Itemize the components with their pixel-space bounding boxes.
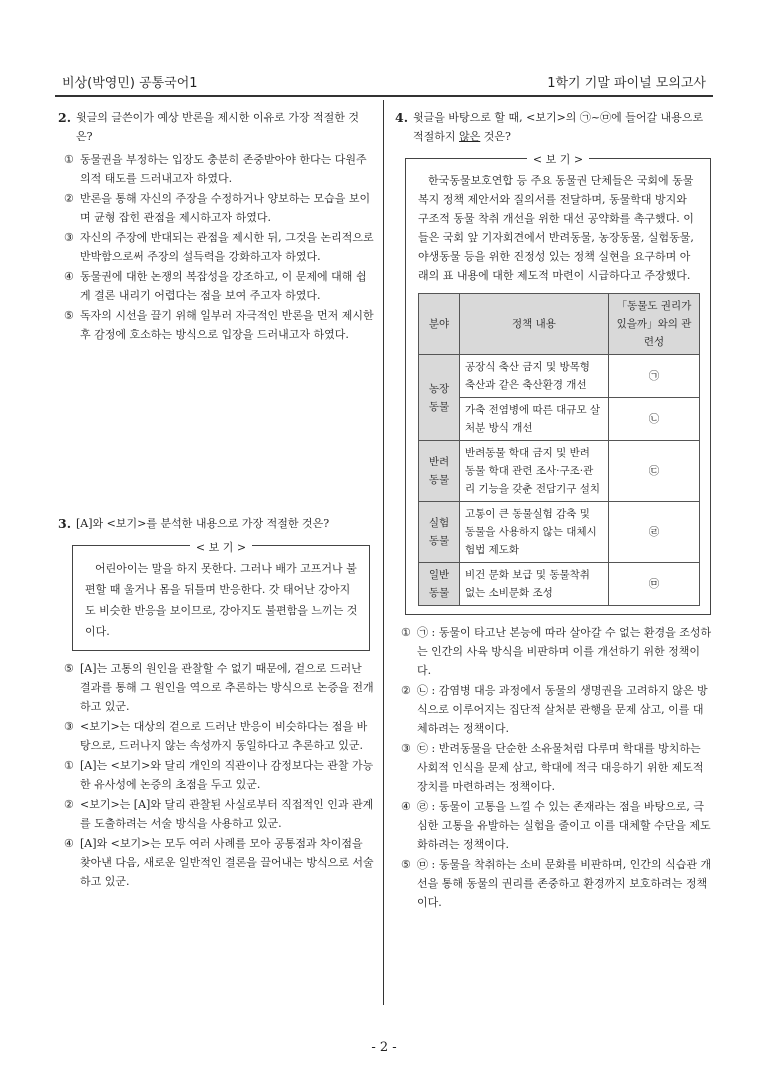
table-row: [419, 355, 700, 398]
option-text: ㉢ : 반려동물을 단순한 소유물처럼 다루며 학대를 방치하는 사회적 인식을 문제 삼고, 학대에 적극 대응하기 위한 제도적 장치를 마련하려는 정책이다.: [417, 742, 704, 793]
option-item[interactable]: [58, 150, 374, 188]
option-item[interactable]: [58, 717, 374, 755]
left-column: [58, 108, 374, 892]
table-area-cell: 농장 동물: [419, 355, 460, 441]
option-item[interactable]: [395, 797, 713, 854]
question-3-stem: [58, 514, 374, 533]
header-exam-title: 1학기 기말 파이널 모의고사: [547, 76, 706, 91]
question-4-text-underlined: 않은: [459, 130, 481, 143]
question-4-number: 4.: [395, 110, 409, 125]
table-mark-cell: ㉡: [609, 398, 700, 441]
option-mark: ①: [401, 626, 411, 639]
option-text: [A]는 고통의 원인을 관찰할 수 없기 때문에, 겉으로 드러난 결과를 통해 그 원인을 역으로 추론하는 방식으로 논증을 전개하고 있군.: [80, 662, 374, 713]
option-item[interactable]: [58, 659, 374, 716]
table-content-cell: 반려동물 학대 금지 및 반려 동물 학대 관련 조사·구조·관리 기능을 갖춘 전담기구 설치: [460, 441, 609, 502]
bogi-title: < 보 기 >: [190, 541, 252, 554]
option-text: 동물권을 부정하는 입장도 충분히 존중받아야 한다는 다원주의적 태도를 드러내고자 하였다.: [80, 153, 367, 185]
option-mark: ③: [64, 231, 74, 244]
option-text: 반론을 통해 자신의 주장을 수정하거나 양보하는 모습을 보이며 균형 잡힌 관점을 제시하고자 하였다.: [80, 192, 371, 224]
table-mark-cell: ㉠: [609, 355, 700, 398]
table-content-cell: 가축 전염병에 따른 대규모 살처분 방식 개선: [460, 398, 609, 441]
option-text: 자신의 주장에 반대되는 관점을 제시한 뒤, 그것을 논리적으로 반박함으로써 주장의 설득력을 강화하고자 하였다.: [80, 231, 374, 263]
option-item[interactable]: [395, 855, 713, 912]
question-3-number: 3.: [58, 516, 72, 531]
option-text: [A]는 <보기>와 달리 개인의 직관이나 감정보다는 관찰 가능한 유사성에 논증의 초점을 두고 있군.: [80, 759, 374, 791]
option-mark: ①: [64, 153, 74, 166]
header-subject: 비상(박영민) 공통국어1: [62, 76, 198, 91]
question-3-options: [58, 659, 374, 891]
option-mark: ③: [64, 720, 74, 733]
option-text: ㉤ : 동물을 착취하는 소비 문화를 비판하며, 인간의 식습관 개선을 통해 동물의 권리를 존중하고 환경까지 보호하려는 정책이다.: [417, 858, 712, 909]
question-3-text: [A]와 <보기>를 분석한 내용으로 가장 적절한 것은?: [76, 517, 330, 530]
table-area-cell: 일반 동물: [419, 563, 460, 606]
table-content-cell: 공장식 축산 금지 및 방목형 축산과 같은 축산환경 개선: [460, 355, 609, 398]
option-item[interactable]: [58, 189, 374, 227]
page-number: - 2 -: [371, 1040, 397, 1055]
option-item[interactable]: [58, 795, 374, 833]
table-row: [419, 441, 700, 502]
question-3: [58, 514, 374, 891]
table-content-cell: 비건 문화 보급 및 동물착취 없는 소비문화 조성: [460, 563, 609, 606]
option-item[interactable]: [395, 623, 713, 680]
question-2-stem: [58, 108, 374, 146]
option-mark: ②: [64, 798, 74, 811]
table-mark-cell: ㉤: [609, 563, 700, 606]
bogi-title: < 보 기 >: [527, 153, 589, 166]
question-4-stem: [395, 108, 713, 146]
option-item[interactable]: [395, 681, 713, 738]
option-text: ㉣ : 동물이 고통을 느낄 수 있는 존재라는 점을 바탕으로, 극심한 고통을 유발하는 실험을 줄이고 이를 대체할 수단을 제도화하려는 정책이다.: [417, 800, 711, 851]
option-item[interactable]: [58, 756, 374, 794]
option-mark: ①: [64, 759, 74, 772]
option-text: <보기>는 [A]와 달리 관찰된 사실로부터 직접적인 인과 관계를 도출하려는 서술 방식을 사용하고 있군.: [80, 798, 374, 830]
table-area-cell: 반려 동물: [419, 441, 460, 502]
option-mark: ②: [401, 684, 411, 697]
column-divider: [383, 100, 384, 1005]
option-text: 독자의 시선을 끌기 위해 일부러 자극적인 반론을 먼저 제시한 후 감정에 호소하는 방식으로 입장을 드러내고자 하였다.: [80, 309, 374, 341]
question-2: [58, 108, 374, 344]
question-4-text-b: 것은?: [480, 130, 511, 143]
option-mark: ③: [401, 742, 411, 755]
option-text: ㉡ : 감염병 대응 과정에서 동물의 생명권을 고려하지 않은 방식으로 이루어지는 집단적 살처분 관행을 문제 삼고, 이를 대체하려는 정책이다.: [417, 684, 708, 735]
option-mark: ④: [401, 800, 411, 813]
question-2-options: [58, 150, 374, 344]
table-header: 「동물도 권리가 있을까」와의 관련성: [609, 294, 700, 355]
option-mark: ④: [64, 837, 74, 850]
table-row: [419, 563, 700, 606]
question-4-text-a: 윗글을 바탕으로 할 때, <보기>의 ㉠~㉤에 들어갈 내용으로 적절하지: [413, 111, 704, 143]
question-2-text: 윗글의 글쓴이가 예상 반론을 제시한 이유로 가장 적절한 것은?: [76, 111, 359, 143]
table-header: 분야: [419, 294, 460, 355]
option-text: ㉠ : 동물이 타고난 본능에 따라 살아갈 수 없는 환경을 조성하는 인간의 사육 방식을 비판하며 이를 개선하기 위한 정책이다.: [417, 626, 712, 677]
option-item[interactable]: [395, 739, 713, 796]
table-header: 정책 내용: [460, 294, 609, 355]
table-mark-cell: ㉢: [609, 441, 700, 502]
option-item[interactable]: [58, 228, 374, 266]
table-mark-cell: ㉣: [609, 502, 700, 563]
option-item[interactable]: [58, 306, 374, 344]
question-4-options: [395, 623, 713, 912]
header-rule: [55, 95, 713, 97]
table-content-cell: 고통이 큰 동물실험 감축 및 동물을 사용하지 않는 대체시험법 제도화: [460, 502, 609, 563]
option-text: 동물권에 대한 논쟁의 복잡성을 강조하고, 이 문제에 대해 쉽게 결론 내리기 어렵다는 점을 보여 주고자 하였다.: [80, 270, 367, 302]
right-column: [395, 108, 713, 913]
bogi-text: 한국동물보호연합 등 주요 동물권 단체들은 국회에 동물복지 정책 제안서와 질의서를 전달하며, 동물학대 방지와 구조적 동물 착취 개선을 위한 대선 공약화를 촉구했다. 이들은 국회 앞 기자회견에서 반려동물, 농장동물, 실험동물, 야생동물 등을 위한 진정성 있는 정책 실현을 요구하며 아래의 표 내용에 대한 제도적 마련이 시급하다고 주장했다.: [418, 174, 694, 282]
bogi-text: 어린아이는 말을 하지 못한다. 그러나 배가 고프거나 불편할 때 울거나 몸을 뒤틀며 반응한다. 갓 태어난 강아지도 비슷한 반응을 보이므로, 강아지도 불편함을 느끼는 것이다.: [85, 562, 358, 638]
question-4-bogi-box: [405, 153, 711, 615]
option-mark: ②: [64, 192, 74, 205]
question-3-bogi-box: [72, 541, 370, 651]
option-mark: ⑤: [401, 858, 411, 871]
option-item[interactable]: [58, 267, 374, 305]
question-2-number: 2.: [58, 110, 72, 125]
option-mark: ④: [64, 270, 74, 283]
option-mark: ⑤: [64, 662, 74, 675]
table-row: [419, 398, 700, 441]
option-text: <보기>는 대상의 겉으로 드러난 반응이 비슷하다는 점을 바탕으로, 드러나지 않는 속성까지 동일하다고 추론하고 있군.: [80, 720, 368, 752]
policy-table: [418, 293, 700, 606]
table-row: [419, 502, 700, 563]
option-item[interactable]: [58, 834, 374, 891]
question-4: [395, 108, 713, 912]
table-area-cell: 실험 동물: [419, 502, 460, 563]
option-text: [A]와 <보기>는 모두 여러 사례를 모아 공통점과 차이점을 찾아낸 다음, 새로운 일반적인 결론을 끌어내는 방식으로 서술하고 있군.: [80, 837, 374, 888]
option-mark: ⑤: [64, 309, 74, 322]
table-header-row: [419, 294, 700, 355]
